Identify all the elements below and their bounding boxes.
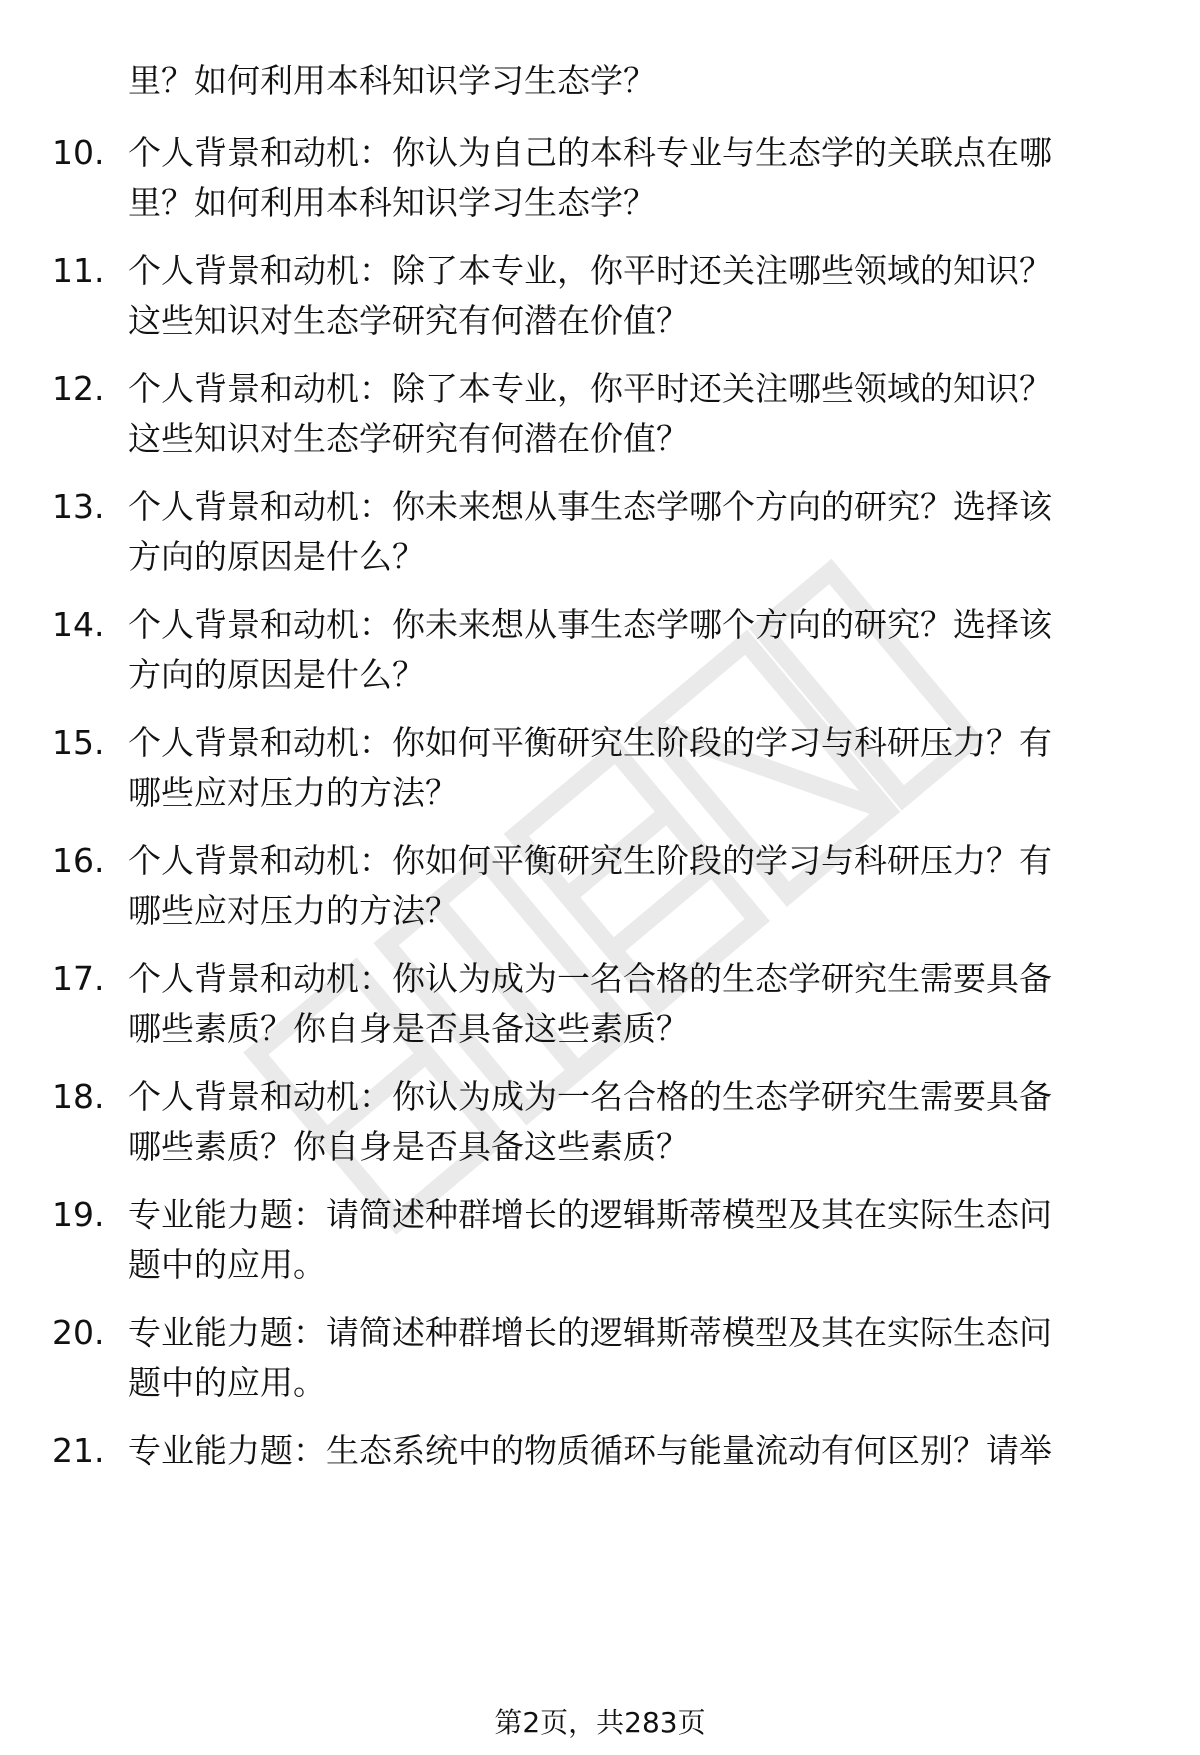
question-line (128, 1476, 1138, 1526)
question-line: 哪些素质？你自身是否具备这些素质？ (128, 1009, 689, 1048)
list-item (0, 128, 1200, 228)
question-text (128, 1190, 1138, 1290)
question-line: 个人背景和动机：你认为自己的本科专业与生态学的关联点在哪 (128, 133, 1052, 172)
question-text (128, 718, 1138, 818)
question-text (128, 246, 1138, 346)
question-text (128, 954, 1138, 1054)
question-line: 个人背景和动机：你认为成为一名合格的生态学研究生需要具备 (128, 959, 1052, 998)
question-line: 个人背景和动机：除了本专业，你平时还关注哪些领域的知识？ (128, 251, 1052, 290)
list-item (0, 600, 1200, 700)
question-line: 个人背景和动机：你如何平衡研究生阶段的学习与科研压力？有 (128, 723, 1052, 762)
question-text (128, 1308, 1138, 1408)
continued-line: 里？如何利用本科知识学习生态学？ (128, 61, 656, 100)
question-number: 10. (52, 133, 105, 172)
question-number: 14. (52, 605, 105, 644)
question-line: 个人背景和动机：你未来想从事生态学哪个方向的研究？选择该 (128, 487, 1052, 526)
question-line: 这些知识对生态学研究有何潜在价值？ (128, 419, 689, 458)
question-line: 专业能力题：请简述种群增长的逻辑斯蒂模型及其在实际生态问 (128, 1313, 1052, 1352)
list-item (0, 482, 1200, 582)
question-line: 个人背景和动机：你未来想从事生态学哪个方向的研究？选择该 (128, 605, 1052, 644)
question-line: 个人背景和动机：你如何平衡研究生阶段的学习与科研压力？有 (128, 841, 1052, 880)
question-number: 17. (52, 959, 105, 998)
list-item (0, 1190, 1200, 1290)
question-text (128, 1072, 1138, 1172)
question-line: 方向的原因是什么？ (128, 655, 425, 694)
question-text (128, 482, 1138, 582)
list-item (0, 836, 1200, 936)
list-item (0, 1308, 1200, 1408)
question-number: 15. (52, 723, 105, 762)
question-text (128, 364, 1138, 464)
question-line: 哪些应对压力的方法？ (128, 773, 458, 812)
list-item (0, 246, 1200, 346)
question-line: 专业能力题：请简述种群增长的逻辑斯蒂模型及其在实际生态问 (128, 1195, 1052, 1234)
page-footer: 第2页，共283页 (494, 1706, 706, 1739)
question-line: 哪些应对压力的方法？ (128, 891, 458, 930)
question-line: 这些知识对生态学研究有何潜在价值？ (128, 301, 689, 340)
question-text (128, 128, 1138, 228)
question-number: 16. (52, 841, 105, 880)
question-line: 里？如何利用本科知识学习生态学？ (128, 183, 656, 222)
question-text (128, 600, 1138, 700)
question-number: 13. (52, 487, 105, 526)
question-number: 18. (52, 1077, 105, 1116)
question-text (128, 836, 1138, 936)
question-line: 个人背景和动机：你认为成为一名合格的生态学研究生需要具备 (128, 1077, 1052, 1116)
question-number: 19. (52, 1195, 105, 1234)
list-item (0, 1072, 1200, 1172)
list-item (0, 1426, 1200, 1526)
list-item (0, 718, 1200, 818)
question-line: 题中的应用。 (128, 1245, 326, 1284)
question-line: 哪些素质？你自身是否具备这些素质？ (128, 1127, 689, 1166)
question-number: 20. (52, 1313, 105, 1352)
question-line: 方向的原因是什么？ (128, 537, 425, 576)
question-line: 个人背景和动机：除了本专业，你平时还关注哪些领域的知识？ (128, 369, 1052, 408)
question-text (128, 1426, 1138, 1526)
question-line: 专业能力题：生态系统中的物质循环与能量流动有何区别？请举 (128, 1431, 1052, 1470)
list-item (0, 364, 1200, 464)
question-number: 11. (52, 251, 105, 290)
question-number: 12. (52, 369, 105, 408)
question-line: 题中的应用。 (128, 1363, 326, 1402)
list-item (0, 954, 1200, 1054)
question-number: 21. (52, 1431, 105, 1470)
